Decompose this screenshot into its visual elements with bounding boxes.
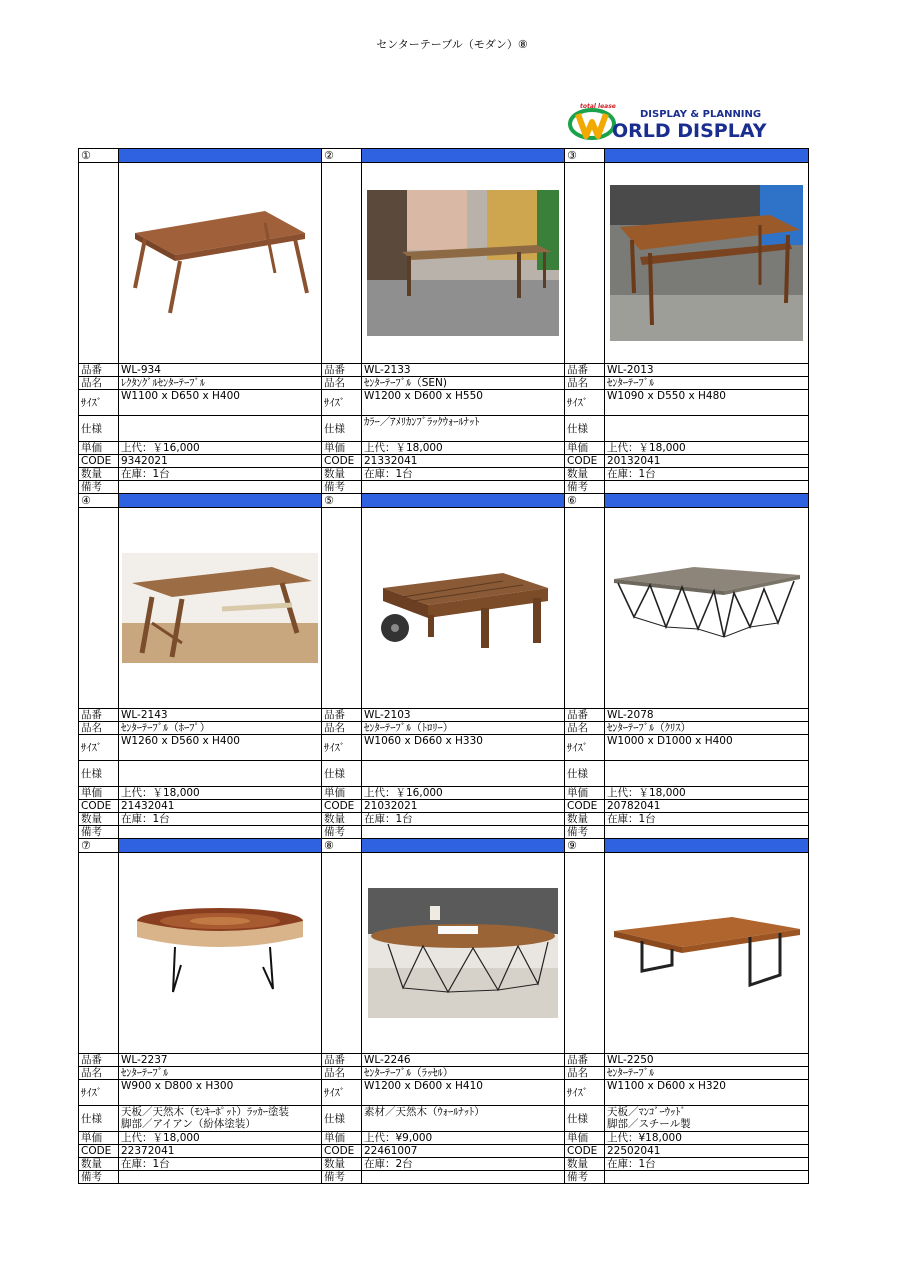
note-label: 備考 bbox=[322, 1171, 362, 1183]
spec-value bbox=[362, 761, 565, 786]
code-no-value: WL-2250 bbox=[605, 1054, 809, 1066]
name-value: ｾﾝﾀｰﾃｰﾌﾞﾙ bbox=[605, 377, 809, 389]
size-row bbox=[565, 1079, 809, 1105]
price-label: 単価 bbox=[79, 787, 119, 799]
header-bar bbox=[119, 494, 322, 507]
qty-value: 在庫：1台 bbox=[119, 813, 322, 825]
russell-table-photo bbox=[362, 853, 565, 1053]
spec-label: 仕様 bbox=[322, 1106, 362, 1131]
chris-table-photo bbox=[605, 508, 809, 708]
sen-table-photo bbox=[362, 163, 565, 363]
name-row bbox=[565, 1066, 809, 1079]
size-value: W1090 x D550 x H480 bbox=[605, 390, 809, 415]
code-no-label: 品番 bbox=[322, 364, 362, 376]
qty-label: 数量 bbox=[565, 468, 605, 480]
code-value: 20782041 bbox=[605, 800, 809, 812]
item-number: ② bbox=[322, 149, 362, 162]
qty-row bbox=[322, 812, 565, 825]
size-label: ｻｲｽﾞ bbox=[79, 1080, 119, 1105]
image-row bbox=[565, 162, 809, 363]
name-row bbox=[79, 376, 322, 389]
product-card bbox=[79, 838, 322, 1184]
price-label: 単価 bbox=[322, 1132, 362, 1144]
size-label: ｻｲｽﾞ bbox=[79, 390, 119, 415]
note-row bbox=[565, 480, 809, 493]
code-row bbox=[322, 1144, 565, 1157]
card-header bbox=[322, 148, 565, 162]
name-label: 品名 bbox=[322, 1067, 362, 1079]
code-no-row bbox=[565, 708, 809, 721]
name-row bbox=[565, 721, 809, 734]
code-no-value: WL-2103 bbox=[362, 709, 565, 721]
size-label: ｻｲｽﾞ bbox=[565, 735, 605, 760]
spec-value bbox=[119, 416, 322, 441]
item-number: ④ bbox=[79, 494, 119, 507]
note-value bbox=[119, 481, 322, 493]
code-row bbox=[79, 454, 322, 467]
qty-row bbox=[565, 812, 809, 825]
size-row bbox=[322, 389, 565, 415]
rect-table-photo bbox=[119, 163, 322, 363]
header-bar bbox=[605, 839, 809, 852]
spec-row bbox=[565, 415, 809, 441]
name-label: 品名 bbox=[79, 1067, 119, 1079]
code-row bbox=[79, 1144, 322, 1157]
spec-row bbox=[322, 1105, 565, 1131]
name-value: ｾﾝﾀｰﾃｰﾌﾞﾙ（ｸﾘｽ） bbox=[605, 722, 809, 734]
code-no-row bbox=[79, 363, 322, 376]
name-value: ｾﾝﾀｰﾃｰﾌﾞﾙ bbox=[119, 1067, 322, 1079]
product-card bbox=[322, 493, 565, 838]
item-number: ① bbox=[79, 149, 119, 162]
qty-label: 数量 bbox=[79, 813, 119, 825]
image-row bbox=[79, 162, 322, 363]
note-row bbox=[79, 480, 322, 493]
code-no-row bbox=[565, 1053, 809, 1066]
note-label: 備考 bbox=[79, 481, 119, 493]
spec-label: 仕様 bbox=[322, 416, 362, 441]
spec-value bbox=[119, 761, 322, 786]
code-value: 22372041 bbox=[119, 1145, 322, 1157]
qty-value: 在庫：1台 bbox=[362, 813, 565, 825]
item-number: ⑦ bbox=[79, 839, 119, 852]
size-row bbox=[565, 389, 809, 415]
qty-label: 数量 bbox=[565, 1158, 605, 1170]
qty-label: 数量 bbox=[322, 468, 362, 480]
price-value: 上代：￥18,000 bbox=[605, 442, 809, 454]
code-no-value: WL-2143 bbox=[119, 709, 322, 721]
price-row bbox=[79, 786, 322, 799]
code-no-label: 品番 bbox=[79, 1054, 119, 1066]
shelf-table-photo bbox=[605, 163, 809, 363]
name-label: 品名 bbox=[565, 722, 605, 734]
note-label: 備考 bbox=[79, 826, 119, 838]
note-value bbox=[119, 1171, 322, 1183]
header-bar bbox=[605, 149, 809, 162]
qty-row bbox=[79, 1157, 322, 1170]
code-value: 21432041 bbox=[119, 800, 322, 812]
note-label: 備考 bbox=[79, 1171, 119, 1183]
price-value: 上代：¥9,000 bbox=[362, 1132, 565, 1144]
note-row bbox=[322, 480, 565, 493]
note-label: 備考 bbox=[322, 481, 362, 493]
image-row bbox=[79, 507, 322, 708]
code-label: CODE bbox=[322, 800, 362, 812]
slab-table-photo bbox=[119, 853, 322, 1053]
price-value: 上代：￥18,000 bbox=[605, 787, 809, 799]
size-row bbox=[79, 389, 322, 415]
note-row bbox=[322, 825, 565, 838]
code-label: CODE bbox=[79, 455, 119, 467]
item-number: ⑨ bbox=[565, 839, 605, 852]
spec-label: 仕様 bbox=[79, 416, 119, 441]
price-row bbox=[79, 441, 322, 454]
price-label: 単価 bbox=[565, 442, 605, 454]
qty-value: 在庫：1台 bbox=[119, 1158, 322, 1170]
code-no-value: WL-2237 bbox=[119, 1054, 322, 1066]
code-no-row bbox=[322, 1053, 565, 1066]
code-no-value: WL-2246 bbox=[362, 1054, 565, 1066]
size-value: W900 x D800 x H300 bbox=[119, 1080, 322, 1105]
size-label: ｻｲｽﾞ bbox=[565, 1080, 605, 1105]
name-label: 品名 bbox=[79, 377, 119, 389]
spec-label: 仕様 bbox=[565, 761, 605, 786]
spec-value bbox=[362, 416, 565, 441]
image-row bbox=[322, 162, 565, 363]
qty-label: 数量 bbox=[79, 468, 119, 480]
header-bar bbox=[605, 494, 809, 507]
qty-value: 在庫：1台 bbox=[362, 468, 565, 480]
spec-line-2: 脚部／アイアン（紛体塗装） bbox=[121, 1118, 256, 1130]
size-label: ｻｲｽﾞ bbox=[565, 390, 605, 415]
price-row bbox=[565, 786, 809, 799]
code-label: CODE bbox=[79, 1145, 119, 1157]
card-header bbox=[565, 148, 809, 162]
qty-label: 数量 bbox=[565, 813, 605, 825]
size-row bbox=[322, 734, 565, 760]
size-row bbox=[79, 734, 322, 760]
qty-row bbox=[565, 467, 809, 480]
note-value bbox=[362, 1171, 565, 1183]
price-value: 上代：￥18,000 bbox=[362, 442, 565, 454]
mango-table-photo bbox=[605, 853, 809, 1053]
code-value: 21032021 bbox=[362, 800, 565, 812]
spec-row bbox=[565, 760, 809, 786]
spec-value bbox=[119, 1106, 322, 1131]
card-header bbox=[565, 838, 809, 852]
code-row bbox=[79, 799, 322, 812]
image-row bbox=[322, 507, 565, 708]
spec-value bbox=[605, 1106, 809, 1131]
note-label: 備考 bbox=[565, 826, 605, 838]
size-label: ｻｲｽﾞ bbox=[322, 735, 362, 760]
code-no-label: 品番 bbox=[565, 709, 605, 721]
price-label: 単価 bbox=[322, 442, 362, 454]
spec-row bbox=[322, 760, 565, 786]
spec-line-1: 天板／ﾏﾝｺﾞｰｳｯﾄﾞ bbox=[607, 1106, 686, 1118]
item-number: ⑧ bbox=[322, 839, 362, 852]
price-label: 単価 bbox=[322, 787, 362, 799]
product-card bbox=[565, 493, 809, 838]
item-number: ③ bbox=[565, 149, 605, 162]
qty-row bbox=[322, 1157, 565, 1170]
size-value: W1060 x D660 x H330 bbox=[362, 735, 565, 760]
code-no-label: 品番 bbox=[322, 1054, 362, 1066]
code-value: 22461007 bbox=[362, 1145, 565, 1157]
size-row bbox=[79, 1079, 322, 1105]
spec-label: 仕様 bbox=[79, 761, 119, 786]
spec-label: 仕様 bbox=[322, 761, 362, 786]
code-label: CODE bbox=[322, 455, 362, 467]
name-label: 品名 bbox=[322, 722, 362, 734]
code-no-row bbox=[79, 1053, 322, 1066]
code-label: CODE bbox=[565, 800, 605, 812]
qty-value: 在庫：1台 bbox=[605, 1158, 809, 1170]
note-value bbox=[362, 826, 565, 838]
name-value: ｾﾝﾀｰﾃｰﾌﾞﾙ（ﾗｯｾﾙ） bbox=[362, 1067, 565, 1079]
image-row bbox=[79, 852, 322, 1053]
code-no-value: WL-2078 bbox=[605, 709, 809, 721]
image-row bbox=[565, 852, 809, 1053]
size-label: ｻｲｽﾞ bbox=[322, 390, 362, 415]
card-header bbox=[322, 493, 565, 507]
qty-row bbox=[79, 812, 322, 825]
name-row bbox=[322, 376, 565, 389]
code-row bbox=[322, 799, 565, 812]
qty-value: 在庫：1台 bbox=[605, 468, 809, 480]
price-label: 単価 bbox=[79, 1132, 119, 1144]
name-value: ｾﾝﾀｰﾃｰﾌﾞﾙ（ﾄﾛﾘｰ） bbox=[362, 722, 565, 734]
qty-row bbox=[565, 1157, 809, 1170]
header-bar bbox=[362, 839, 565, 852]
product-card bbox=[322, 838, 565, 1184]
code-row bbox=[565, 454, 809, 467]
note-row bbox=[565, 825, 809, 838]
name-label: 品名 bbox=[565, 377, 605, 389]
code-no-value: WL-934 bbox=[119, 364, 322, 376]
page-title: センターテーブル（モダン）⑧ bbox=[376, 38, 528, 51]
note-label: 備考 bbox=[565, 481, 605, 493]
price-row bbox=[565, 441, 809, 454]
spec-value bbox=[605, 761, 809, 786]
qty-value: 在庫：1台 bbox=[119, 468, 322, 480]
size-row bbox=[565, 734, 809, 760]
name-row bbox=[79, 721, 322, 734]
price-label: 単価 bbox=[79, 442, 119, 454]
qty-value: 在庫：1台 bbox=[605, 813, 809, 825]
card-header bbox=[79, 148, 322, 162]
code-no-label: 品番 bbox=[565, 364, 605, 376]
note-row bbox=[322, 1170, 565, 1183]
code-no-label: 品番 bbox=[79, 709, 119, 721]
spec-row bbox=[79, 1105, 322, 1131]
price-row bbox=[79, 1131, 322, 1144]
product-card bbox=[565, 148, 809, 493]
name-row bbox=[565, 376, 809, 389]
qty-row bbox=[79, 467, 322, 480]
code-no-row bbox=[322, 708, 565, 721]
code-no-label: 品番 bbox=[565, 1054, 605, 1066]
spec-row bbox=[79, 760, 322, 786]
product-card bbox=[79, 493, 322, 838]
name-value: ｾﾝﾀｰﾃｰﾌﾞﾙ（SEN) bbox=[362, 377, 565, 389]
code-value: 20132041 bbox=[605, 455, 809, 467]
header-bar bbox=[362, 149, 565, 162]
spec-label: 仕様 bbox=[565, 416, 605, 441]
trolley-table-photo bbox=[362, 508, 565, 708]
size-value: W1200 x D600 x H550 bbox=[362, 390, 565, 415]
note-value bbox=[605, 481, 809, 493]
hope-table-photo bbox=[119, 508, 322, 708]
code-value: 9342021 bbox=[119, 455, 322, 467]
qty-row bbox=[322, 467, 565, 480]
code-value: 21332041 bbox=[362, 455, 565, 467]
name-value: ｾﾝﾀｰﾃｰﾌﾞﾙ（ﾎｰﾌﾟ） bbox=[119, 722, 322, 734]
code-row bbox=[565, 799, 809, 812]
size-label: ｻｲｽﾞ bbox=[79, 735, 119, 760]
note-value bbox=[119, 826, 322, 838]
note-value bbox=[605, 1171, 809, 1183]
product-grid bbox=[78, 148, 809, 1184]
spec-line-1: 天板／天然木（ﾓﾝｷｰﾎﾟｯﾄ）ﾗｯｶｰ塗装 bbox=[121, 1106, 289, 1118]
header-bar bbox=[119, 839, 322, 852]
spec-value bbox=[605, 416, 809, 441]
size-value: W1100 x D600 x H320 bbox=[605, 1080, 809, 1105]
code-label: CODE bbox=[565, 1145, 605, 1157]
code-no-row bbox=[565, 363, 809, 376]
logo-top-text: DISPLAY & PLANNING bbox=[640, 109, 762, 120]
header-bar bbox=[119, 149, 322, 162]
code-no-value: WL-2013 bbox=[605, 364, 809, 376]
price-row bbox=[565, 1131, 809, 1144]
code-no-row bbox=[79, 708, 322, 721]
name-row bbox=[322, 1066, 565, 1079]
image-row bbox=[565, 507, 809, 708]
note-value bbox=[605, 826, 809, 838]
card-header bbox=[322, 838, 565, 852]
name-label: 品名 bbox=[565, 1067, 605, 1079]
spec-line-1: 素材／天然木（ｳｫｰﾙﾅｯﾄ） bbox=[364, 1106, 485, 1118]
logo-main-text: ORLD DISPLAY bbox=[612, 120, 767, 142]
name-value: ﾚｸﾀﾝｸﾞﾙｾﾝﾀｰﾃｰﾌﾞﾙ bbox=[119, 377, 322, 389]
name-value: ｾﾝﾀｰﾃｰﾌﾞﾙ bbox=[605, 1067, 809, 1079]
qty-value: 在庫：2台 bbox=[362, 1158, 565, 1170]
item-number: ⑤ bbox=[322, 494, 362, 507]
code-no-value: WL-2133 bbox=[362, 364, 565, 376]
card-header bbox=[79, 838, 322, 852]
price-value: 上代：￥16,000 bbox=[362, 787, 565, 799]
spec-row bbox=[79, 415, 322, 441]
code-label: CODE bbox=[322, 1145, 362, 1157]
spec-label: 仕様 bbox=[79, 1106, 119, 1131]
item-number: ⑥ bbox=[565, 494, 605, 507]
spec-row bbox=[565, 1105, 809, 1131]
spec-value bbox=[362, 1106, 565, 1131]
card-header bbox=[565, 493, 809, 507]
price-value: 上代：￥16,000 bbox=[119, 442, 322, 454]
qty-label: 数量 bbox=[322, 813, 362, 825]
code-no-row bbox=[322, 363, 565, 376]
size-value: W1000 x D1000 x H400 bbox=[605, 735, 809, 760]
spec-row bbox=[322, 415, 565, 441]
note-label: 備考 bbox=[565, 1171, 605, 1183]
code-label: CODE bbox=[79, 800, 119, 812]
spec-line-2: 脚部／スチール製 bbox=[607, 1118, 691, 1130]
product-card bbox=[79, 148, 322, 493]
product-card bbox=[322, 148, 565, 493]
logo-tagline: total lease bbox=[580, 103, 616, 110]
header-bar bbox=[362, 494, 565, 507]
code-row bbox=[565, 1144, 809, 1157]
code-no-label: 品番 bbox=[79, 364, 119, 376]
code-no-label: 品番 bbox=[322, 709, 362, 721]
qty-label: 数量 bbox=[322, 1158, 362, 1170]
note-row bbox=[565, 1170, 809, 1183]
card-header bbox=[79, 493, 322, 507]
code-row bbox=[322, 454, 565, 467]
price-label: 単価 bbox=[565, 1132, 605, 1144]
price-row bbox=[322, 786, 565, 799]
size-value: W1100 x D650 x H400 bbox=[119, 390, 322, 415]
price-value: 上代：¥18,000 bbox=[605, 1132, 809, 1144]
price-row bbox=[322, 1131, 565, 1144]
image-row bbox=[322, 852, 565, 1053]
size-value: W1260 x D560 x H400 bbox=[119, 735, 322, 760]
qty-label: 数量 bbox=[79, 1158, 119, 1170]
price-value: 上代：￥18,000 bbox=[119, 787, 322, 799]
note-row bbox=[79, 825, 322, 838]
product-card bbox=[565, 838, 809, 1184]
size-label: ｻｲｽﾞ bbox=[322, 1080, 362, 1105]
note-label: 備考 bbox=[322, 826, 362, 838]
price-label: 単価 bbox=[565, 787, 605, 799]
code-value: 22502041 bbox=[605, 1145, 809, 1157]
size-row bbox=[322, 1079, 565, 1105]
name-row bbox=[79, 1066, 322, 1079]
note-value bbox=[362, 481, 565, 493]
name-label: 品名 bbox=[322, 377, 362, 389]
spec-line-1: ｶﾗｰ／ｱﾒﾘｶﾝﾌﾞﾗｯｸｳｫｰﾙﾅｯﾄ bbox=[364, 416, 480, 428]
name-label: 品名 bbox=[79, 722, 119, 734]
world-display-logo bbox=[568, 100, 808, 142]
price-value: 上代：￥18,000 bbox=[119, 1132, 322, 1144]
name-row bbox=[322, 721, 565, 734]
price-row bbox=[322, 441, 565, 454]
note-row bbox=[79, 1170, 322, 1183]
size-value: W1200 x D600 x H410 bbox=[362, 1080, 565, 1105]
code-label: CODE bbox=[565, 455, 605, 467]
spec-label: 仕様 bbox=[565, 1106, 605, 1131]
